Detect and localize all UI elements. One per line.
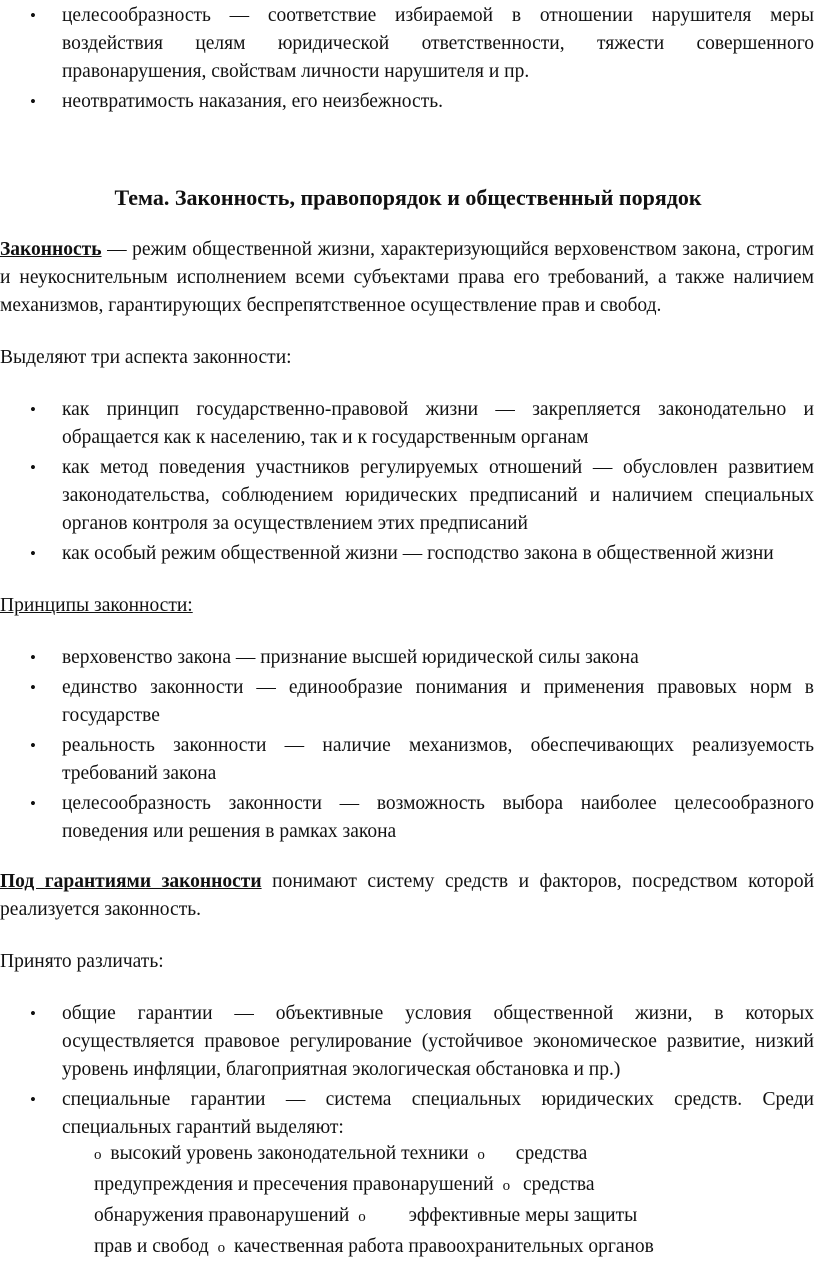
circle-bullet-icon: o (358, 1209, 366, 1225)
special-guarantee-line (94, 1140, 714, 1169)
legality-term: Законность (0, 239, 102, 260)
special-guarantee-text: эффективные меры защиты (408, 1205, 638, 1226)
list-item: • как принцип государственно-правовой жизни — закрепляется законодательно и обращается как к населению, так и к государственным органам (0, 396, 814, 452)
special-guarantee-text: обнаружения правонарушений (94, 1205, 350, 1226)
principles-heading-text: Принципы законности: (0, 595, 193, 616)
special-guarantee-text: прав и свобод (94, 1236, 209, 1257)
list-item: • неотвратимость наказания, его неизбежность. (0, 88, 814, 116)
legality-definition (0, 236, 814, 320)
list-item: • общие гарантии — объективные условия общественной жизни, в которых осуществляется правовое регулирование (устойчивое экономическое развитие, низкий уровень инфляции, благоприятная экологическая обстановка и пр.) (0, 1000, 814, 1084)
list-item: • целесообразность — соответствие избираемой в отношении нарушителя меры воздействия целям юридической ответственности, тяжести совершенного правонарушения, свойствам личности нарушителя и пр. (0, 2, 814, 86)
list-item: • как особый режим общественной жизни — господство закона в общественной жизни (0, 540, 814, 568)
distinguish-intro: Принято различать: (0, 951, 164, 972)
page-title: Тема. Законность, правопорядок и общественный порядок (114, 185, 702, 210)
circle-bullet-icon: o (217, 1240, 226, 1256)
top-bullet-list (0, 2, 814, 116)
special-guarantee-line (94, 1202, 714, 1231)
special-guarantee-line (94, 1233, 714, 1262)
circle-bullet-icon: o (94, 1147, 102, 1163)
legality-definition-text: — режим общественной жизни, характеризующийся верховенством закона, строгим и неукоснительным исполнением всеми субъектами права его требований, а также наличием механизмов, гарантирующих беспрепятственное осуществление прав и свобод. (0, 239, 814, 316)
list-item: • как метод поведения участников регулируемых отношений — обусловлен развитием законодательства, соблюдением юридических предписаний и наличием специальных органов контроля за осуществлением этих предписаний (0, 454, 814, 538)
special-guarantee-text: предупреждения и пресечения правонарушений (94, 1174, 494, 1195)
list-item: • верховенство закона — признание высшей юридической силы закона (0, 644, 814, 672)
principles-list (0, 644, 814, 846)
special-guarantee-text: средства (522, 1174, 595, 1195)
list-item: • единство законности — единообразие понимания и применения правовых норм в государстве (0, 674, 814, 730)
aspects-list (0, 396, 814, 568)
list-item: • специальные гарантии — система специальных юридических средств. Среди специальных гарантий выделяют: (0, 1086, 814, 1142)
guarantee-types-list (0, 1000, 814, 1142)
aspects-intro: Выделяют три аспекта законности: (0, 347, 292, 368)
special-guarantee-text: качественная работа правоохранительных органов (234, 1236, 654, 1257)
guarantees-definition-text: понимают систему средств и факторов, посредством которой реализуется законность. (0, 871, 815, 920)
guarantees-definition (0, 868, 814, 924)
guarantees-term: Под гарантиями законности (0, 871, 262, 892)
list-item: • целесообразность законности — возможность выбора наиболее целесообразного поведения или решения в рамках закона (0, 790, 814, 846)
special-guarantee-text: высокий уровень законодательной техники (110, 1143, 469, 1164)
list-item: • реальность законности — наличие механизмов, обеспечивающих реализуемость требований закона (0, 732, 814, 788)
special-guarantee-text: средства (515, 1143, 588, 1164)
principles-heading (0, 592, 814, 620)
special-guarantee-line (94, 1171, 714, 1200)
circle-bullet-icon: o (477, 1147, 485, 1163)
circle-bullet-icon: o (502, 1178, 511, 1194)
